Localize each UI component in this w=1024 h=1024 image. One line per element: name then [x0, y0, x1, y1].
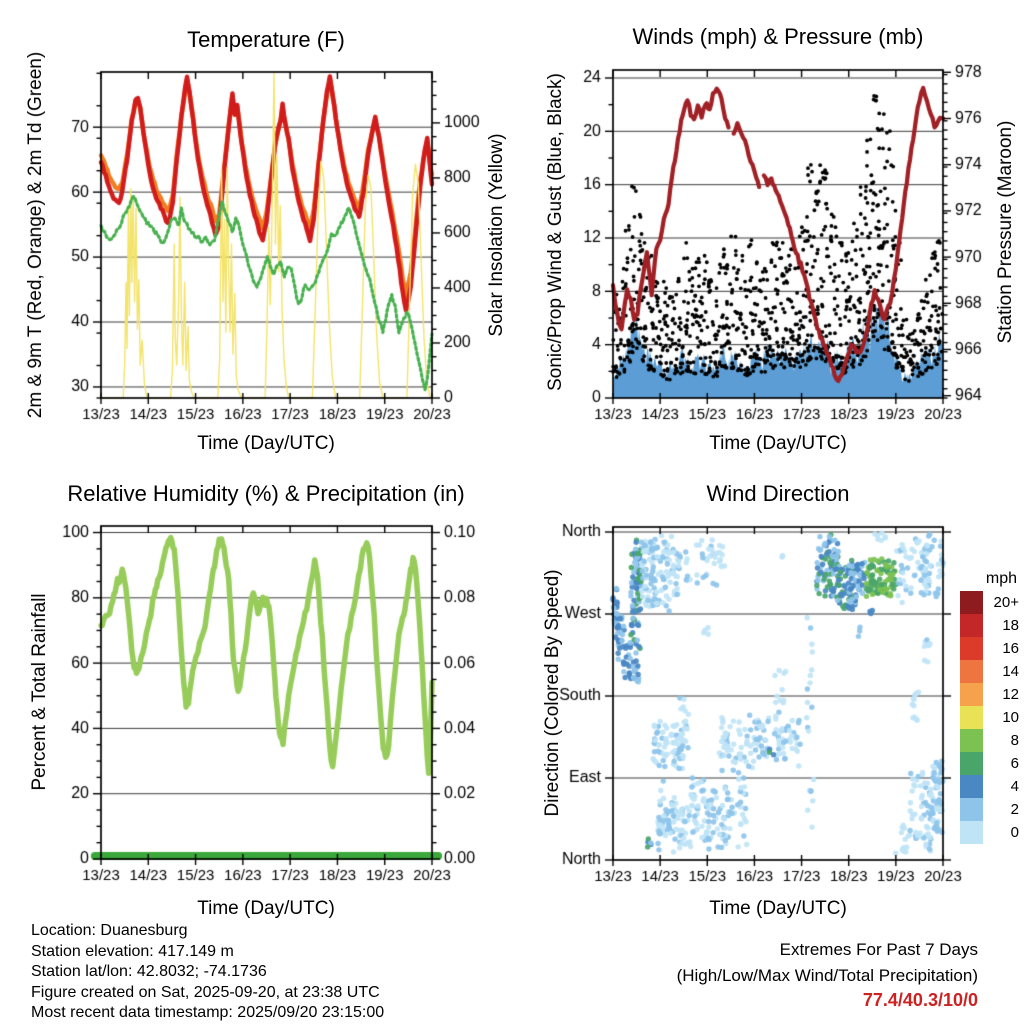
legend-label: 6: [1010, 755, 1019, 772]
temperature-plot-canvas: [0, 0, 512, 470]
legend-entry: [960, 637, 1022, 660]
temperature-left-axis-label: 2m & 9m T (Red, Orange) & 2m Td (Green): [25, 51, 46, 419]
legend-swatch: [960, 683, 983, 706]
legend-swatch: [960, 821, 983, 844]
legend-swatch: [960, 591, 983, 614]
legend-label: 2: [1010, 801, 1019, 818]
legend-swatch: [960, 637, 983, 660]
station-location: Location: Duanesburg: [31, 922, 188, 939]
legend-swatch: [960, 752, 983, 775]
legend-entry: [960, 660, 1022, 683]
solar-right-axis-label: Solar Insolation (Yellow): [486, 133, 507, 337]
legend-label: 4: [1010, 778, 1019, 795]
extremes-subtitle: (High/Low/Max Wind/Total Precipitation): [676, 965, 978, 985]
speed-legend-title: mph: [985, 570, 1017, 587]
wind-left-axis-label: Sonic/Prop Wind & Gust (Blue, Black): [545, 73, 566, 391]
wind-direction-plot-canvas: [512, 470, 1024, 950]
legend-entry: [960, 752, 1022, 775]
legend-label: 16: [1002, 640, 1019, 657]
temperature-chart: [0, 0, 512, 470]
pressure-right-axis-label: Station Pressure (Maroon): [995, 120, 1016, 344]
legend-swatch: [960, 798, 983, 821]
station-latlon: Station lat/lon: 42.8032; -74.1736: [31, 963, 267, 980]
most-recent-data-timestamp: Most recent data timestamp: 2025/09/20 23:15:00: [31, 1004, 385, 1021]
speed-legend: [960, 570, 1022, 844]
figure-created-timestamp: Figure created on Sat, 2025-09-20, at 23:38 UTC: [31, 983, 380, 1001]
winds-pressure-chart-title: Winds (mph) & Pressure (mb): [632, 24, 924, 49]
legend-swatch: [960, 614, 983, 637]
humidity-left-axis-label: Percent & Total Rainfall: [29, 593, 50, 791]
extremes-info: [677, 937, 978, 1014]
humidity-precip-chart: [0, 470, 512, 950]
winds-pressure-plot-canvas: [512, 0, 1024, 470]
legend-entry: [960, 775, 1022, 798]
legend-entry: [960, 706, 1022, 729]
legend-label: 8: [1010, 732, 1019, 749]
legend-entry: [960, 821, 1022, 844]
wind-direction-x-axis-label: Time (Day/UTC): [709, 898, 847, 919]
legend-swatch: [960, 706, 983, 729]
legend-swatch: [960, 775, 983, 798]
legend-label: 14: [1002, 663, 1019, 680]
extremes-title: Extremes For Past 7 Days: [779, 940, 978, 959]
legend-entry: [960, 591, 1022, 614]
humidity-precip-plot-canvas: [0, 470, 512, 950]
temperature-chart-title: Temperature (F): [187, 27, 345, 52]
winds-pressure-chart: [512, 0, 1024, 470]
humidity-x-axis-label: Time (Day/UTC): [197, 898, 335, 919]
legend-label: 20+: [993, 594, 1019, 611]
extremes-values: 77.4/40.3/10/0: [862, 990, 978, 1010]
legend-entry: [960, 729, 1022, 752]
legend-label: 18: [1002, 617, 1019, 634]
winds-x-axis-label: Time (Day/UTC): [709, 433, 847, 454]
legend-entry: [960, 683, 1022, 706]
wind-direction-chart: [512, 470, 1024, 950]
legend-entry: [960, 614, 1022, 637]
station-info: [31, 921, 384, 1024]
legend-swatch: [960, 729, 983, 752]
wind-direction-chart-title: Wind Direction: [706, 481, 850, 506]
station-elevation: Station elevation: 417.149 m: [31, 942, 234, 960]
direction-left-axis-label: Direction (Colored By Speed): [542, 569, 563, 817]
legend-label: 10: [1002, 709, 1019, 726]
legend-swatch: [960, 660, 983, 683]
humidity-precip-chart-title: Relative Humidity (%) & Precipitation (in): [67, 481, 465, 506]
legend-label: 12: [1002, 686, 1019, 703]
temperature-x-axis-label: Time (Day/UTC): [197, 433, 335, 454]
legend-entry: [960, 798, 1022, 821]
legend-label: 0: [1010, 824, 1019, 841]
